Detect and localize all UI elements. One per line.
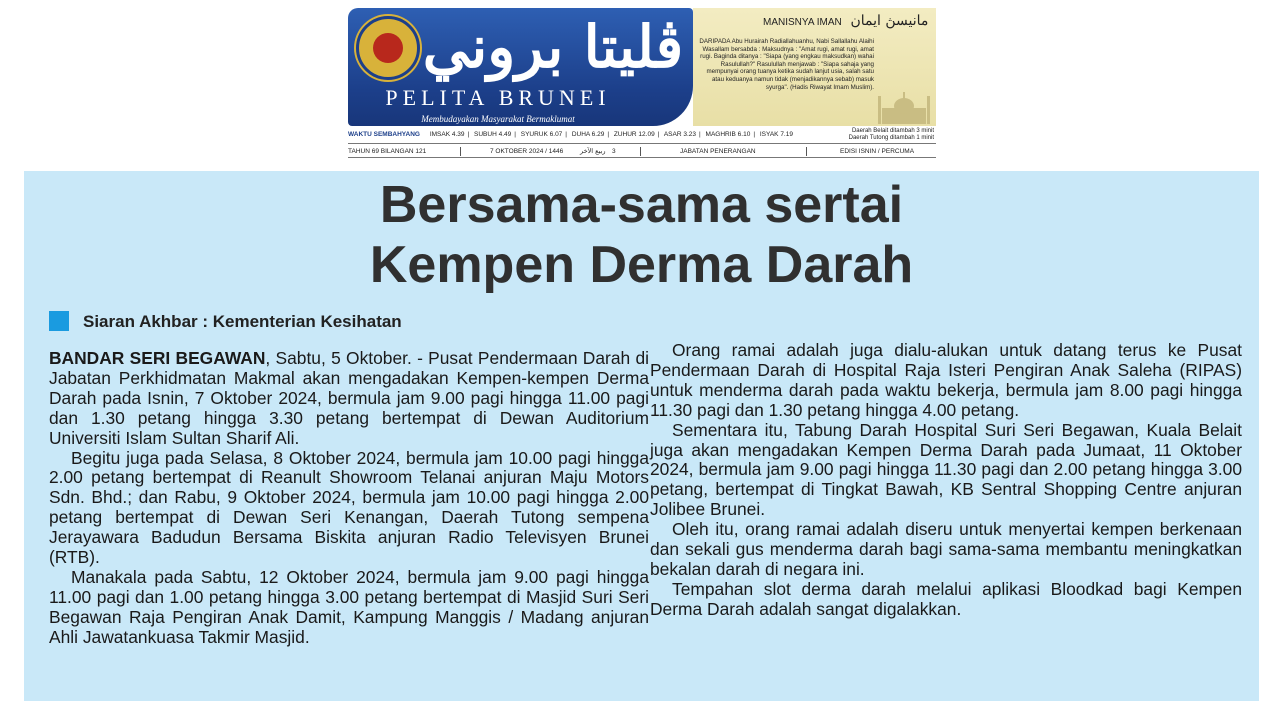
newspaper-title: PELITA BRUNEI	[385, 85, 611, 110]
hadith-panel	[693, 8, 936, 126]
prayer-time: DUHA 6.29	[571, 131, 605, 138]
article-paragraph: Begitu juga pada Selasa, 8 Oktober 2024, bermula jam 10.00 pagi hingga 2.00 petang bertempat di Reanult Showroom Telanai anjuran Maju Motors Sdn. Bhd.; dan Rabu, 9 Oktober 2024, bermula jam 10.00 pagi hingga 2.00 petang bertempat di Dewan Seri Kenangan, Daerah Tutong sempena Jerayawara Badudun Bersama Biskita anjuran Radio Televisyen Brunei (RTB).	[49, 447, 649, 568]
prayer-time: SUBUH 4.49	[474, 131, 512, 138]
article	[24, 171, 1259, 701]
tagline: Membudayakan Masyarakat Bermaklumat	[421, 114, 575, 124]
issue-number: TAHUN 69 BILANGAN 121	[348, 148, 427, 155]
edition-label: EDISI ISNIN / PERCUMA	[840, 148, 915, 155]
article-paragraph: Sementara itu, Tabung Darah Hospital Suri Seri Begawan, Kuala Belait juga akan mengadakan Kempen Derma Darah pada Jumaat, 11 Oktober 2024, bermula jam 9.00 pagi hingga 11.30 pagi dan 2.00 petang hingga 3.00 petang, bertempat di Tingkat Bawah, KB Sentral Shopping Centre anjuran Jolibee Brunei.	[650, 419, 1242, 520]
issue-date: 7 OKTOBER 2024 / 1446	[490, 148, 564, 155]
hadith-body: DARIPADA Abu Hurairah Radiallahuanhu, Nabi Sallallahu Alaihi Wasallam bersabda : Maksudnya : "Amat rugi, amat rugi, amat rugi. Baginda ditanya : "Siapa (yang engkau maksudkan) wahai Rasulullah?" Rasulullah menjawab : "Siapa sahaja yang mempunyai orang tuanya ketika sudah lanjut usia, salah satu atau keduanya namun tidak (menjadikannya sebab) masuk syurga". (Hadis Riwayat Imam Muslim).	[699, 38, 874, 91]
hadith-heading: MANISNYA IMAN مانيسڽ ايمان	[763, 13, 929, 29]
brunei-crest-icon	[356, 16, 420, 80]
edition-bar	[348, 145, 936, 158]
prayer-label: WAKTU SEMBAHYANG	[348, 131, 420, 138]
jawi-title: ڤليتا بروني	[422, 13, 684, 81]
prayer-time: SYURUK 6.07	[520, 131, 563, 138]
prayer-notes: Daerah Belait ditambah 3 minit Daerah Tutong ditambah 1 minit	[848, 128, 934, 141]
prayer-time: IMSAK 4.39	[429, 131, 465, 138]
headline: Bersama-sama sertai Kempen Derma Darah	[369, 176, 914, 294]
masthead	[348, 6, 936, 158]
article-column-right	[650, 341, 1242, 620]
prayer-time: ASAR 3.23	[663, 131, 697, 138]
article-paragraph: BANDAR SERI BEGAWAN, Sabtu, 5 Oktober. - Pusat Pendermaan Darah di Jabatan Perkhidmatan Makmal akan mengadakan Kempen-kempen Derma Darah pada Isnin, 7 Oktober 2024, bermula jam 9.00 pagi hingga 11.00 pagi dan 1.30 petang hingga 3.30 petang bertempat di Dewan Auditorium Universiti Islam Sultan Sharif Ali.	[49, 348, 649, 448]
prayer-times: IMSAK 4.39 | SUBUH 4.49 | SYURUK 6.07 | DUHA 6.29 | ZUHUR 12.09 | ASAR 3.23 | MAGHRIB 6.10 | ISYAK 7.19	[429, 131, 793, 138]
mosque-silhouette-icon	[874, 84, 934, 124]
prayer-time: ZUHUR 12.09	[613, 131, 655, 138]
square-bullet-icon	[49, 311, 69, 331]
hijri-day: 3	[612, 148, 616, 155]
article-paragraph: Tempahan slot derma darah melalui aplikasi Bloodkad bagi Kempen Derma Darah adalah sangat digalakkan.	[650, 578, 1242, 619]
logo-panel	[348, 8, 693, 126]
publisher: JABATAN PENERANGAN	[680, 148, 756, 155]
prayer-time: ISYAK 7.19	[759, 131, 793, 138]
article-paragraph: Manakala pada Sabtu, 12 Oktober 2024, bermula jam 9.00 pagi hingga 11.00 pagi dan 1.00 petang hingga 3.00 petang bertempat di Masjid Suri Seri Begawan Raja Pengiran Anak Damit, Kampung Manggis / Madang anjuran Ahli Jawatankuasa Takmir Masjid.	[49, 566, 649, 647]
article-column-left	[49, 349, 649, 648]
byline: Siaran Akhbar : Kementerian Kesihatan	[49, 311, 402, 333]
hijri-month: ربيع الآخر	[580, 147, 606, 155]
prayer-times-bar	[348, 126, 936, 144]
article-paragraph: Oleh itu, orang ramai adalah diseru untuk menyertai kempen berkenaan dan sekali gus menderma darah bagi sama-sama membantu meningkatkan bekalan darah di negara ini.	[650, 519, 1242, 579]
prayer-time: MAGHRIB 6.10	[705, 131, 751, 138]
article-paragraph: Orang ramai adalah juga dialu-alukan untuk datang terus ke Pusat Pendermaan Darah di Hospital Raja Isteri Pengiran Anak Saleha (RIPAS) untuk menderma darah pada waktu bekerja, bermula jam 8.00 pagi hingga 11.30 pagi dan 1.30 petang hingga 4.00 petang.	[650, 340, 1242, 420]
dateline: BANDAR SERI BEGAWAN	[49, 348, 266, 368]
